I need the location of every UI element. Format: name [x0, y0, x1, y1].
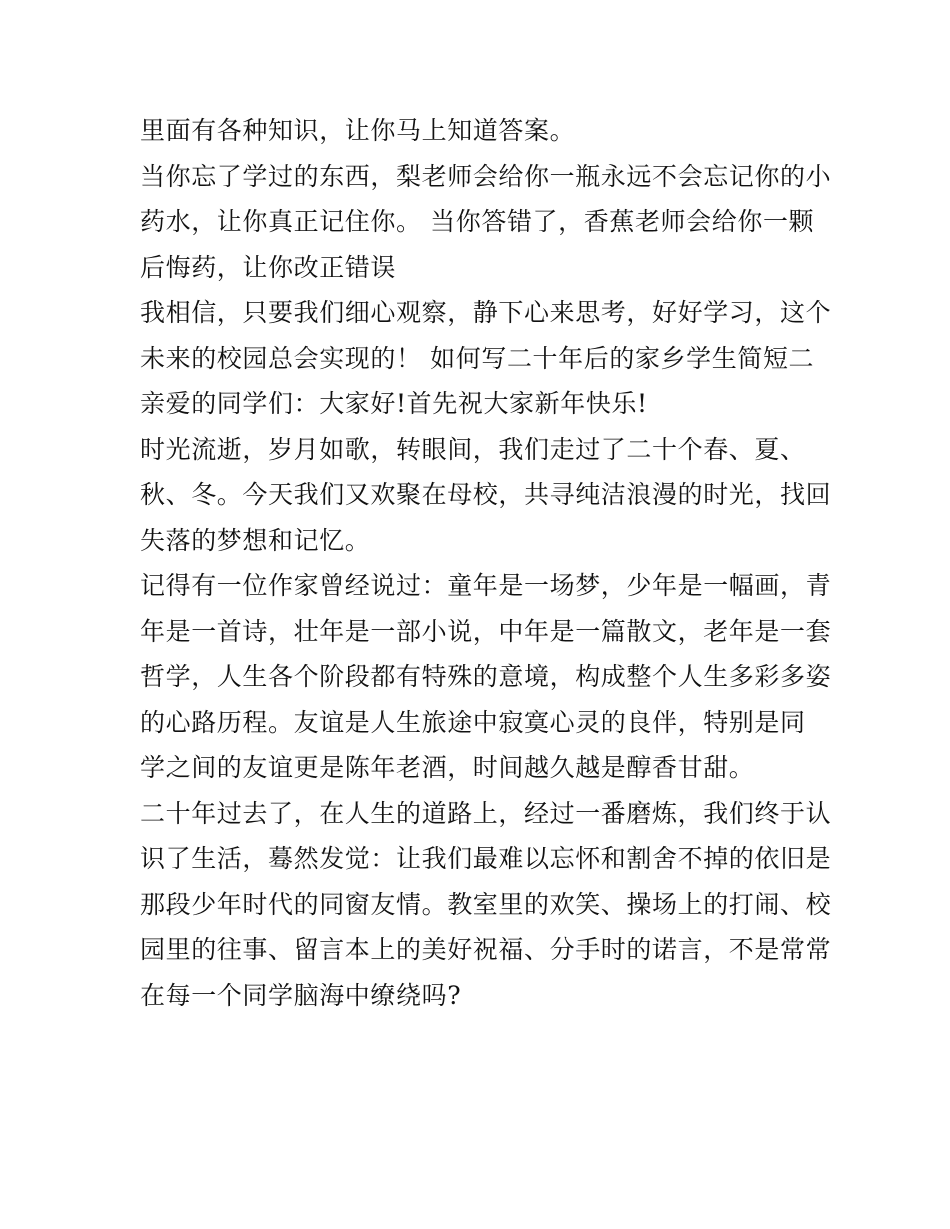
- text-line: 亲爱的同学们：大家好!首先祝大家新年快乐!: [140, 389, 648, 418]
- text-line: 我相信，只要我们细心观察，静下心来思考，好好学习，这个: [140, 298, 832, 327]
- text-line: 后悔药，让你改正错误: [140, 252, 397, 282]
- text-line: 里面有各种知识，让你马上知道答案。: [140, 116, 576, 145]
- text-line: 失落的梦想和记忆。: [140, 525, 371, 555]
- text-line: 时光流逝，岁月如歌，转眼间，我们走过了二十个春、夏、: [140, 434, 806, 464]
- text-line: 秋、冬。今天我们又欢聚在母校，共寻纯洁浪漫的时光，找回: [140, 480, 832, 509]
- text-line: 记得有一位作家曾经说过：童年是一场梦，少年是一幅画，青: [140, 571, 832, 600]
- text-line: 那段少年时代的同窗友情。教室里的欢笑、操场上的打闹、校: [140, 889, 832, 919]
- text-line: 学之间的友谊更是陈年老酒，时间越久越是醇香甘甜。: [140, 753, 755, 782]
- text-line: 在每一个同学脑海中缭绕吗?: [140, 980, 462, 1010]
- text-line: 识了生活，蓦然发觉：让我们最难以忘怀和割舍不掉的依旧是: [140, 844, 832, 873]
- document-body: [140, 108, 830, 1018]
- text-line: 园里的往事、留言本上的美好祝福、分手时的诺言，不是常常: [140, 935, 832, 964]
- text-line: 药水，让你真正记住你。 当你答错了，香蕉老师会给你一颗: [140, 207, 815, 236]
- text-line: 未来的校园总会实现的！ 如何写二十年后的家乡学生简短二: [140, 343, 815, 373]
- text-line: 哲学，人生各个阶段都有特殊的意境，构成整个人生多彩多姿: [140, 662, 832, 691]
- text-line: 年是一首诗，壮年是一部小说，中年是一篇散文，老年是一套: [140, 616, 832, 646]
- text-line: 当你忘了学过的东西，梨老师会给你一瓶永远不会忘记你的小: [140, 161, 832, 191]
- text-line: 的心路历程。友谊是人生旅途中寂寞心灵的良伴，特别是同: [140, 707, 806, 737]
- text-line: 二十年过去了，在人生的道路上，经过一番磨炼，我们终于认: [140, 798, 832, 828]
